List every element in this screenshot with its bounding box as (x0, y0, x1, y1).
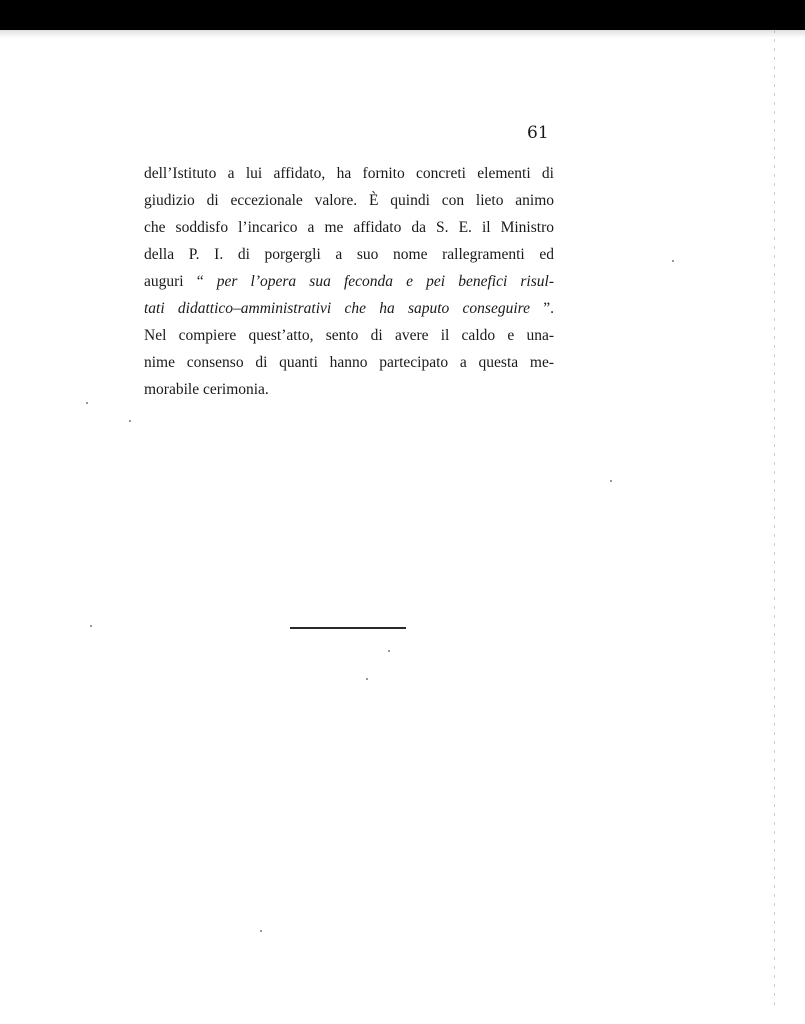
scan-speck (90, 625, 92, 627)
page-number: 61 (527, 123, 549, 143)
text-line-6-suffix: ”. (529, 300, 554, 317)
text-line-4: della P. I. di porgergli a suo nome rallegramenti ed (144, 246, 554, 263)
quotation-italic-part-1: per l’opera sua feconda e pei benefici risul- (216, 273, 554, 290)
text-line-1: dell’Istituto a lui affidato, ha fornito concreti elementi di (144, 165, 554, 182)
text-line-7: Nel compiere quest’atto, sento di avere il caldo e una- (144, 327, 554, 344)
scan-edge-shadow (0, 30, 805, 38)
scan-speck (388, 650, 390, 652)
scan-speck (129, 420, 131, 422)
text-line-5-prefix: auguri “ (144, 273, 217, 290)
text-line-3: che soddisfo l’incarico a me affidato da S. E. il Ministro (144, 219, 554, 236)
scan-speck (672, 260, 674, 262)
text-line-5 (144, 268, 554, 295)
scan-speck (260, 930, 262, 932)
text-line-9: morabile cerimonia. (144, 381, 269, 398)
closing-rule (290, 627, 406, 629)
scanner-top-border (0, 0, 805, 30)
scan-speck (366, 678, 368, 680)
body-text (144, 160, 554, 403)
text-line-2: giudizio di eccezionale valore. È quindi con lieto animo (144, 192, 554, 209)
scan-speck (86, 402, 88, 404)
text-line-8: nime consenso di quanti hanno partecipato a questa me- (144, 354, 554, 371)
page-edge-line (774, 30, 775, 1010)
scan-speck (610, 480, 612, 482)
quotation-italic-part-2: tati didattico–amministrativi che ha saputo conseguire (144, 300, 530, 317)
text-line-6 (144, 295, 554, 322)
